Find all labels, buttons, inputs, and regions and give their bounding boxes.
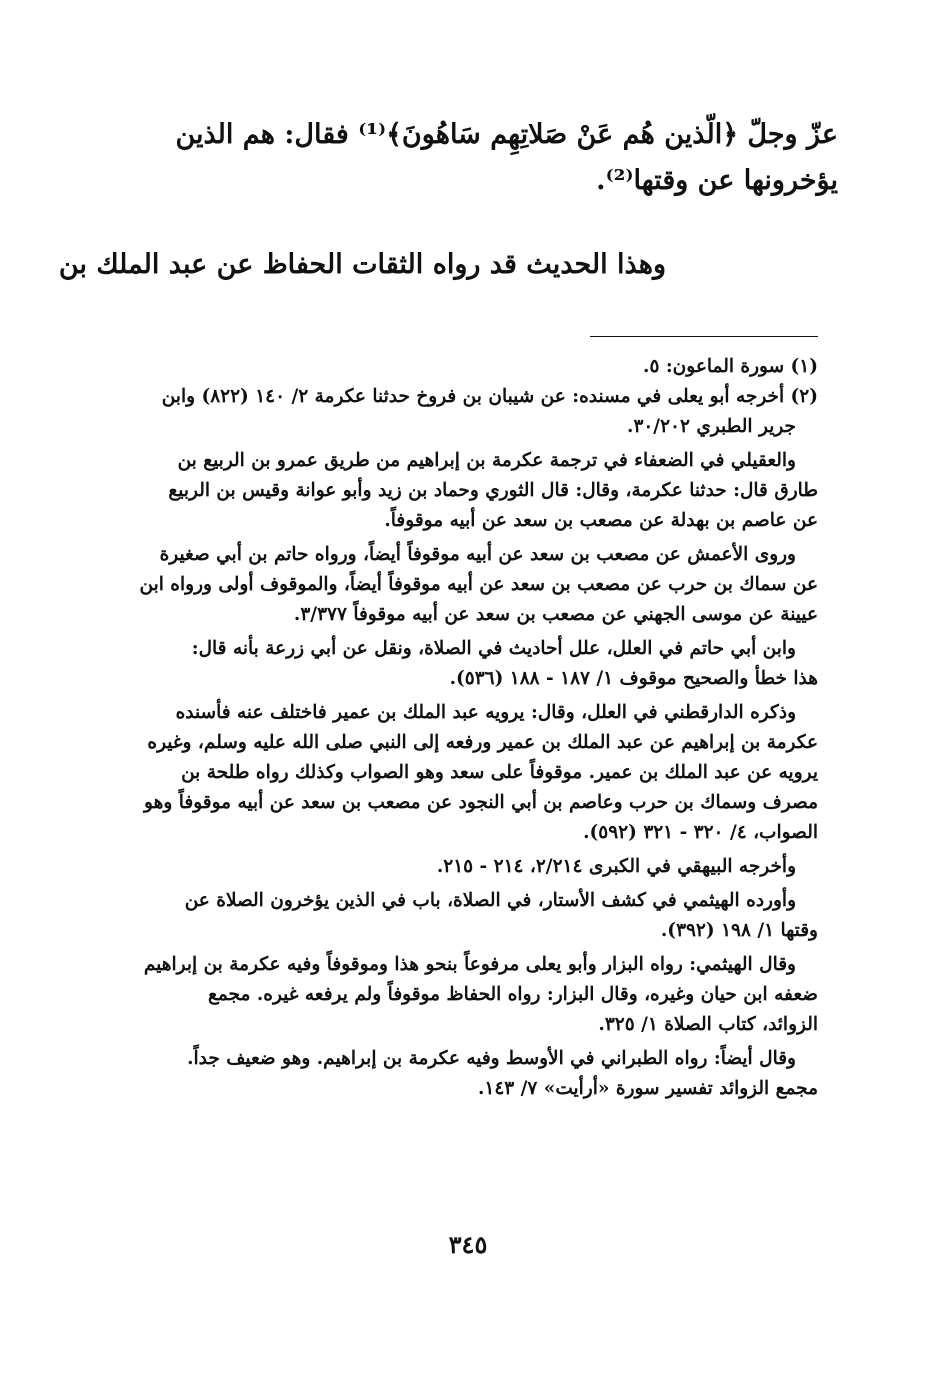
footnote-divider	[590, 336, 818, 337]
footnote-line: (٢) أخرجه أبو يعلى في مسنده: عن شيبان بن فروخ حدثنا عكرمة ٢/ ١٤٠ (٨٢٢) وابن	[161, 386, 818, 407]
footnote-line: عن سماك بن حرب عن مصعب بن سعد عن أبيه موقوفاً أيضاً، والموقوف أولى ورواه ابن	[139, 574, 818, 595]
main-paragraph-1	[118, 112, 838, 204]
footnote-paragraph-haythami-3	[118, 1044, 818, 1104]
footnote-line: عيينة عن موسى الجهني عن مصعب بن سعد عن أبيه موقوفاً ٣/٣٧٧.	[293, 604, 818, 625]
footnote-line: يرويه عن عبد الملك بن عمير. موقوفاً على سعد وهو الصواب وكذلك رواه طلحة بن	[181, 762, 818, 783]
footnote-line: ضعفه ابن حيان وغيره، وقال البزار: رواه الحفاظ موقوفاً ولم يرفعه غيره. مجمع	[208, 984, 818, 1005]
footnote-paragraph-aqili	[118, 446, 818, 536]
footnote-paragraph-amash	[118, 540, 818, 630]
footnote-line: وقال أيضاً: رواه الطبراني في الأوسط وفيه عكرمة بن إبراهيم. وهو ضعيف جداً.	[187, 1048, 796, 1069]
footnote-line: وقال الهيثمي: رواه البزار وأبو يعلى مرفوعاً بنحو هذا وموقوفاً وفيه عكرمة بن إبراهيم	[143, 954, 796, 975]
footnote-paragraph-daraqutni	[118, 698, 818, 848]
main-line-3: وهذا الحديث قد رواه الثقات الحفاظ عن عبد الملك بن	[58, 249, 666, 280]
footnote-line: عكرمة بن إبراهيم عن عبد الملك بن عمير ورفعه إلى النبي صلى الله عليه وسلم، وغيره	[147, 732, 818, 753]
footnote-line: وروى الأعمش عن مصعب بن سعد عن أبيه موقوفاً أيضاً، ورواه حاتم بن أبي صغيرة	[159, 544, 796, 565]
footnote-line: وذكره الدارقطني في العلل، وقال: يرويه عبد الملك بن عمير فاختلف عنه فأسنده	[175, 702, 796, 723]
footnote-line: وابن أبي حاتم في العلل، علل أحاديث في الصلاة، ونقل عن أبي زرعة بأنه قال:	[191, 638, 796, 659]
main-line-1: عزّ وجلّ ﴿الّذين هُم عَنْ صَلاتِهِم سَاهُونَ﴾⁽¹⁾ فقال: هم الذين	[175, 119, 838, 150]
footnote-line: والعقيلي في الضعفاء في ترجمة عكرمة بن إبراهيم من طريق عمرو بن الربيع بن	[177, 450, 796, 471]
main-line-2: يؤخرونها عن وقتها⁽²⁾.	[596, 165, 838, 196]
footnote-line: الزوائد، كتاب الصلاة ١/ ٣٢٥.	[598, 1014, 818, 1035]
main-paragraph-2	[58, 242, 666, 288]
footnote-line: طارق قال: حدثنا عكرمة، وقال: قال الثوري وحماد بن زيد وأبو عوانة وقيس بن الربيع	[168, 480, 818, 501]
footnote-paragraph-haythami-2	[118, 950, 818, 1040]
footnote-line: مجمع الزوائد تفسير سورة «أرأيت» ٧/ ١٤٣.	[477, 1078, 818, 1099]
footnote-paragraph-haythami-1	[118, 886, 818, 946]
footnote-line: وأورده الهيثمي في كشف الأستار، في الصلاة، باب في الذين يؤخرون الصلاة عن	[184, 890, 796, 911]
footnote-line: (١) سورة الماعون: ٥.	[643, 356, 818, 377]
footnote-line: هذا خطأ والصحيح موقوف ١/ ١٨٧ - ١٨٨ (٥٣٦).	[449, 668, 818, 689]
footnote-paragraph-bayhaqi	[118, 852, 818, 882]
footnote-paragraph-abihatim	[118, 634, 818, 694]
footnotes-block	[118, 352, 818, 1104]
page-number: ٣٤٥	[448, 1230, 488, 1259]
footnote-line: الصواب، ٤/ ٣٢٠ - ٣٢١ (٥٩٢).	[583, 822, 818, 843]
footnote-2	[118, 382, 818, 442]
footnote-line: مصرف وسماك بن حرب وعاصم بن أبي النجود عن مصعب بن سعد عن أبيه موقوفاً وهو	[144, 792, 818, 813]
footnote-line: عن عاصم بن بهدلة عن مصعب بن سعد عن أبيه موقوفاً.	[384, 510, 818, 531]
footnote-1	[118, 352, 818, 382]
footnote-line: جرير الطبري ٣٠/٢٠٢.	[626, 416, 796, 437]
footnote-line: وأخرجه البيهقي في الكبرى ٢/٢١٤، ٢١٤ - ٢١٥.	[436, 856, 796, 877]
footnote-line: وقتها ١/ ١٩٨ (٣٩٢).	[660, 920, 818, 941]
